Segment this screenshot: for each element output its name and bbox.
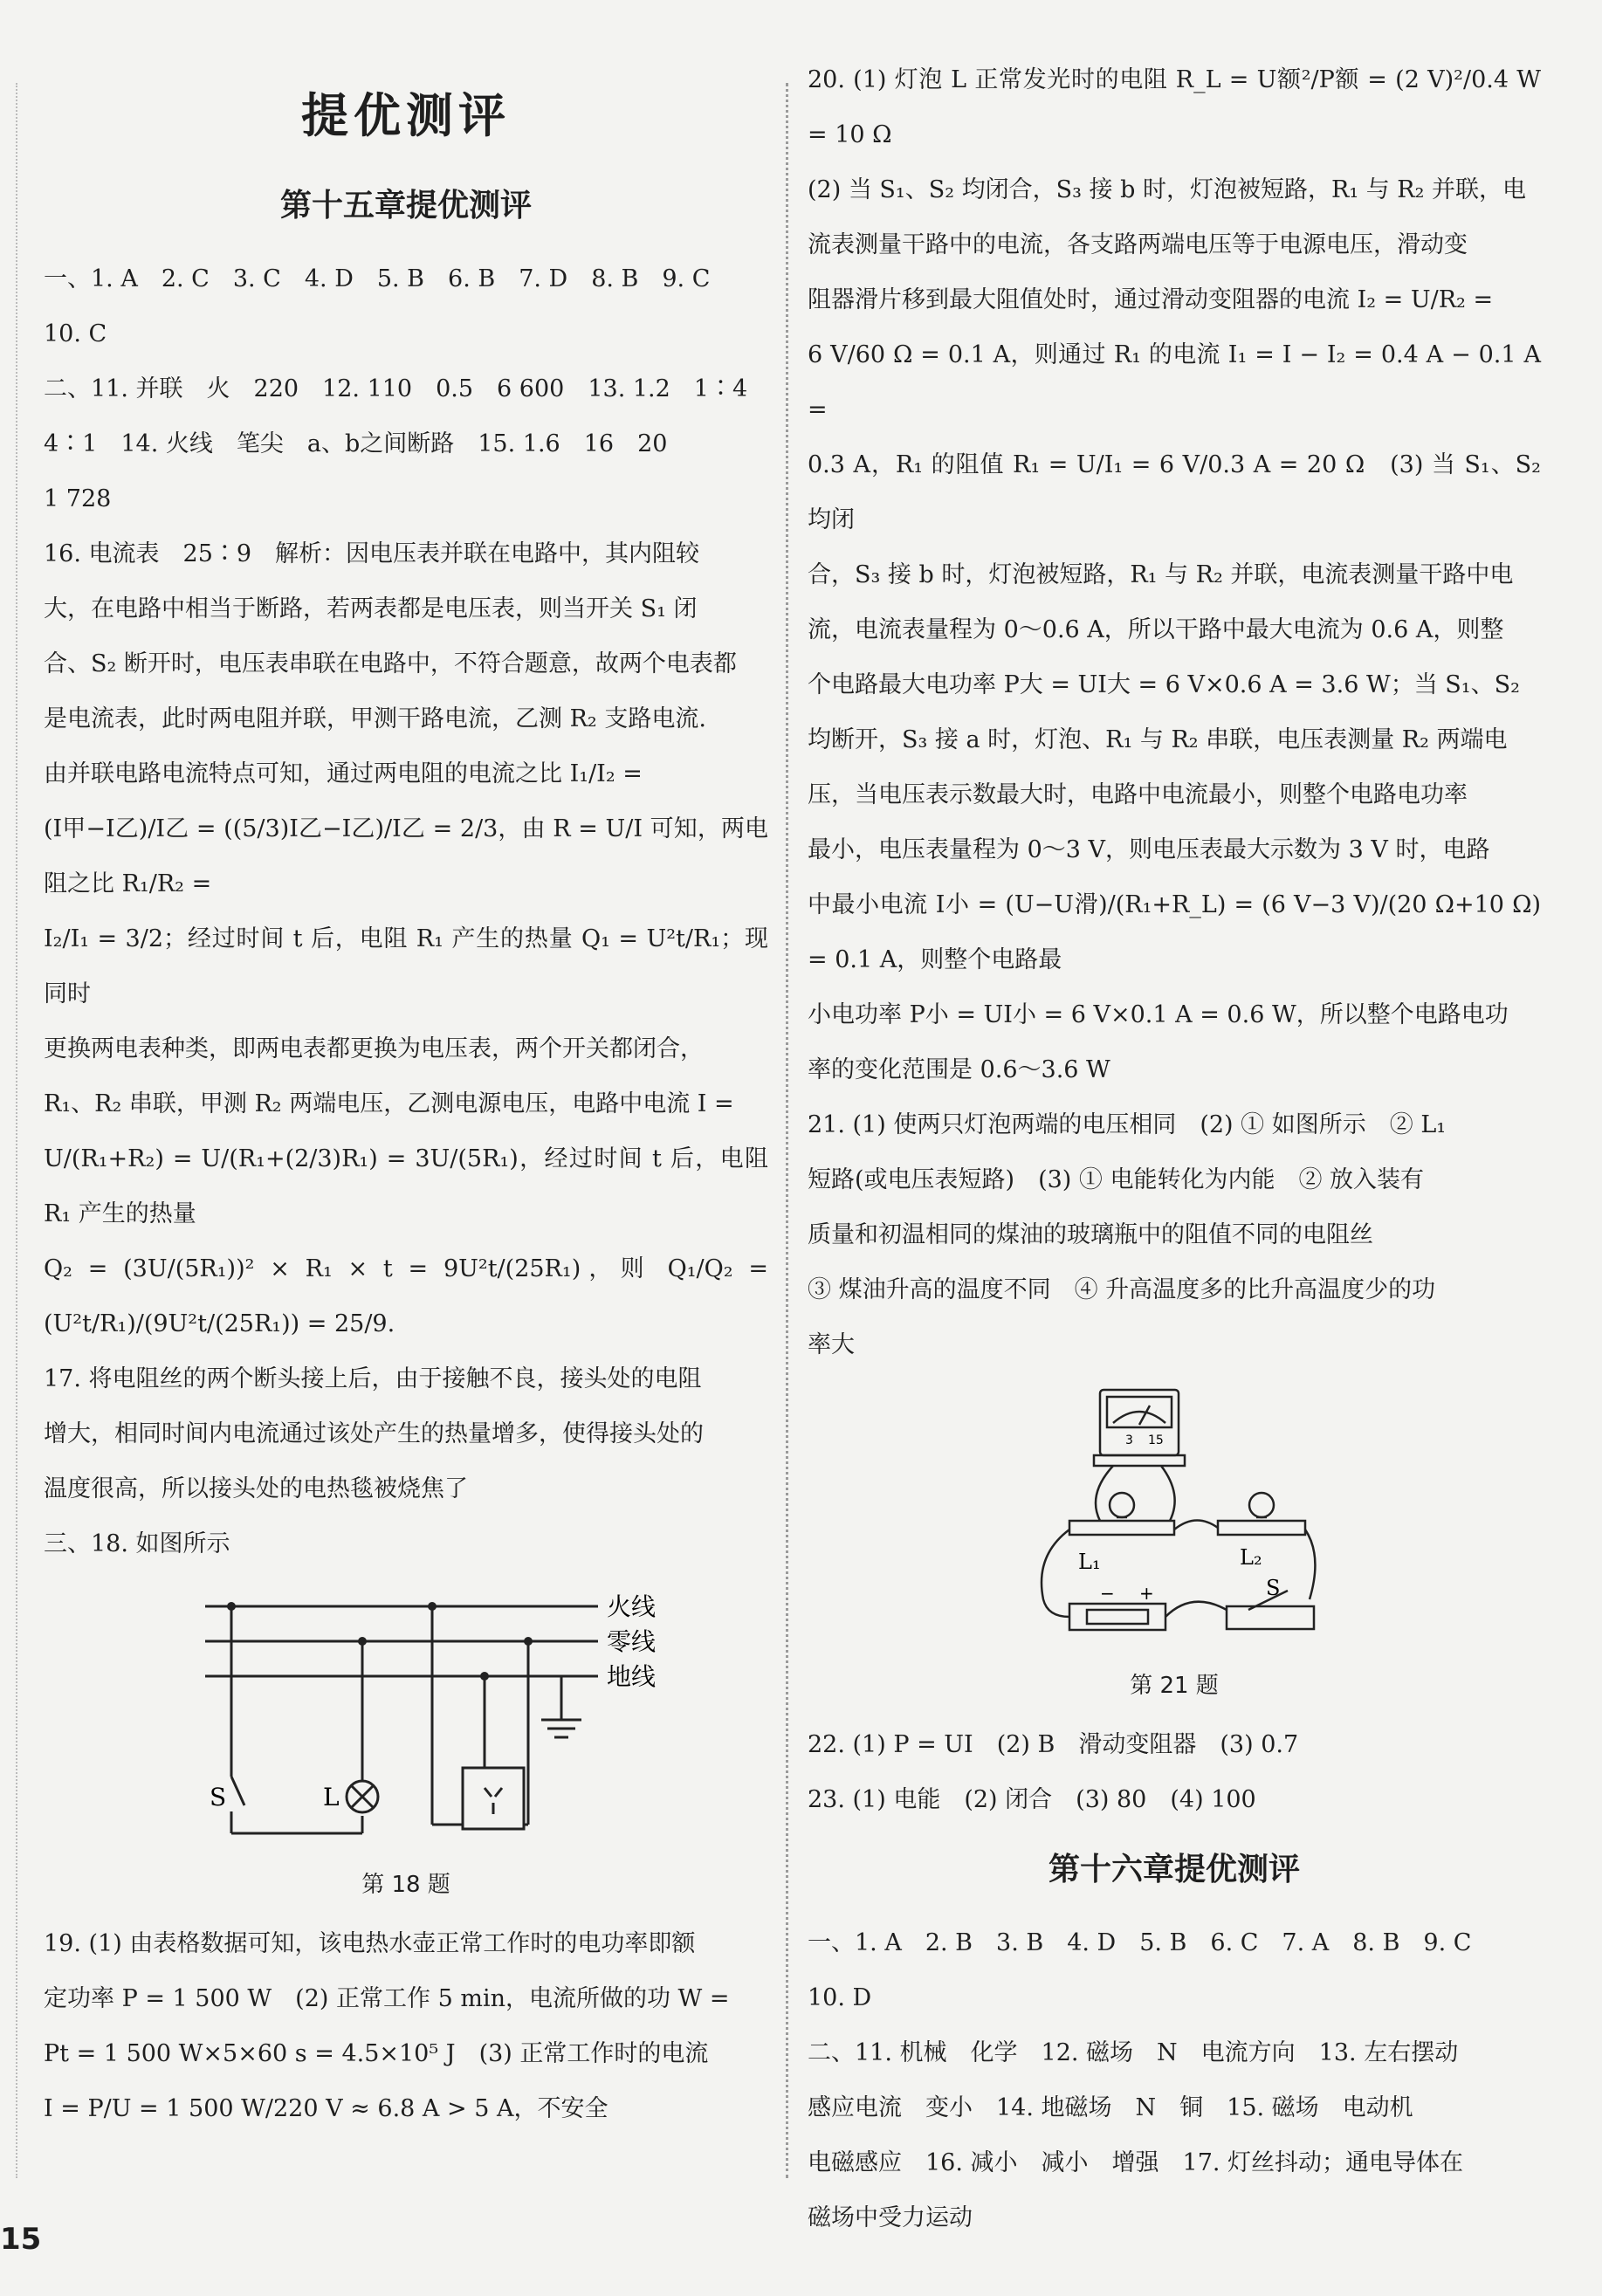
- text-line: 率大: [808, 1331, 855, 1358]
- text-line: 压，当电压表示数最大时，电路中电流最小，则整个电路电功率: [808, 781, 1468, 808]
- formula-line: 阻器滑片移到最大阻值处时，通过滑动变阻器的电流 I₂ = U/R₂ =: [808, 286, 1494, 313]
- text-line: 23. (1) 电能 (2) 闭合 (3) 80 (4) 100: [808, 1786, 1256, 1813]
- text-line: 4∶1 14. 火线 笔尖 a、b之间断路 15. 1.6 16 20: [44, 430, 668, 457]
- formula-line: 中最小电流 I小 = (U−U滑)/(R₁+R_L) = (6 V−3 V)/(20 Ω+10 Ω) = 0.1 A，则整个电路最: [808, 891, 1549, 973]
- text-line: 质量和初温相同的煤油的玻璃瓶中的阻值不同的电阻丝: [808, 1221, 1373, 1248]
- formula-line: I = P/U = 1 500 W/220 V ≈ 6.8 A > 5 A，不安全: [44, 2095, 608, 2122]
- text-line: 电磁感应 16. 减小 减小 增强 17. 灯丝抖动；通电导体在: [808, 2149, 1464, 2176]
- formula-line: 20. (1) 灯泡 L 正常发光时的电阻 R_L = U额²/P额 = (2 V)²/0.4 W = 10 Ω: [808, 66, 1549, 148]
- text-line: 二、11. 机械 化学 12. 磁场 N 电流方向 13. 左右摆动: [808, 2039, 1459, 2066]
- scale-mark: 15: [1148, 1433, 1164, 1447]
- switch-label: S: [1266, 1576, 1281, 1600]
- formula-line: I₂/I₁ = 3/2；经过时间 t 后，电阻 R₁ 产生的热量 Q₁ = U²t/R₁；现同时: [44, 925, 768, 1007]
- text-line: 均断开，S₃ 接 a 时，灯泡、R₁ 与 R₂ 串联，电压表测量 R₂ 两端电: [808, 726, 1508, 753]
- text-line: Pt = 1 500 W×5×60 s = 4.5×10⁵ J (3) 正常工作时的电流: [44, 2040, 709, 2067]
- l2-label: L₂: [1240, 1545, 1262, 1570]
- text-line: 10. D: [808, 1984, 872, 2011]
- text-line: 是电流表，此时两电阻并联，甲测干路电流，乙测 R₂ 支路电流.: [44, 705, 706, 732]
- formula-line: 0.3 A，R₁ 的阻值 R₁ = U/I₁ = 6 V/0.3 A = 20 Ω (3) 当 S₁、S₂ 均闭: [808, 451, 1549, 533]
- chapter-15-title: 第十五章提优测评: [279, 188, 532, 223]
- text-line: 合、S₂ 断开时，电压表串联在电路中，不符合题意，故两个电表都: [44, 650, 737, 677]
- right-column: [808, 52, 1549, 2245]
- text-line: 一、1. A 2. C 3. C 4. D 5. B 6. B 7. D 8. B 9. C: [44, 265, 711, 292]
- left-column: [44, 52, 776, 2136]
- text-line: 小电功率 P小 = UI小 = 6 V×0.1 A = 0.6 W，所以整个电路电功: [808, 1001, 1509, 1028]
- text-line: 17. 将电阻丝的两个断头接上后，由于接触不良，接头处的电阻: [44, 1365, 702, 1392]
- scale-mark: 3: [1125, 1433, 1133, 1447]
- figure-18: [44, 1580, 768, 1899]
- text-line: 1 728: [44, 485, 112, 512]
- text-line: 大，在电路中相当于断路，若两表都是电压表，则当开关 S₁ 闭: [44, 595, 698, 622]
- text-line: 定功率 P = 1 500 W (2) 正常工作 5 min，电流所做的功 W =: [44, 1985, 730, 2012]
- text-line: 由并联电路电流特点可知，通过两电阻的电流之比 I₁/I₂ =: [44, 760, 643, 787]
- text-line: 21. (1) 使两只灯泡两端的电压相同 (2) ① 如图所示 ② L₁: [808, 1111, 1447, 1138]
- figure-21: [808, 1381, 1541, 1700]
- text-line: 19. (1) 由表格数据可知，该电热水壶正常工作时的电功率即额: [44, 1930, 696, 1957]
- text-line: 一、1. A 2. B 3. B 4. D 5. B 6. C 7. A 8. B 9. C: [808, 1929, 1472, 1956]
- text-line: ③ 煤油升高的温度不同 ④ 升高温度多的比升高温度少的功: [808, 1276, 1436, 1303]
- text-line: 10. C: [44, 320, 107, 347]
- live-wire-label: 火线: [607, 1592, 657, 1621]
- chapter-16-title: 第十六章提优测评: [1048, 1852, 1300, 1887]
- lamp-label: L: [323, 1783, 340, 1811]
- formula-line: 6 V/60 Ω = 0.1 A，则通过 R₁ 的电流 I₁ = I − I₂ = 0.4 A − 0.1 A =: [808, 341, 1549, 423]
- text-line: 22. (1) P = UI (2) B 滑动变阻器 (3) 0.7: [808, 1731, 1299, 1758]
- text-line: 感应电流 变小 14. 地磁场 N 铜 15. 磁场 电动机: [808, 2094, 1413, 2121]
- battery-plus-label: +: [1139, 1583, 1154, 1604]
- page-edge-line: [16, 83, 17, 2178]
- house-wiring-diagram: [144, 1580, 668, 1859]
- text-line: 二、11. 并联 火 220 12. 110 0.5 6 600 13. 1.2 1∶4: [44, 375, 748, 402]
- text-line: 最小，电压表量程为 0～3 V，则电压表最大示数为 3 V 时，电路: [808, 836, 1490, 863]
- formula-line: U/(R₁+R₂) = U/(R₁+(2/3)R₁) = 3U/(5R₁)，经过时间 t 后，电阻 R₁ 产生的热量: [44, 1145, 776, 1227]
- text-line: 16. 电流表 25∶9 解析：因电压表并联在电路中，其内阻较: [44, 540, 700, 567]
- page-number: 15: [0, 2222, 42, 2257]
- text-line: 流，电流表量程为 0～0.6 A，所以干路中最大电流为 0.6 A，则整: [808, 616, 1504, 643]
- neutral-wire-label: 零线: [607, 1627, 657, 1656]
- main-title: 提优测评: [301, 88, 511, 143]
- switch-label: S: [210, 1783, 227, 1811]
- text-line: 磁场中受力运动: [808, 2204, 973, 2231]
- text-line: 更换两电表种类，即两电表都更换为电压表，两个开关都闭合，: [44, 1035, 704, 1062]
- text-line: 个电路最大电功率 P大 = UI大 = 6 V×0.6 A = 3.6 W；当 S₁、S₂: [808, 671, 1520, 698]
- text-line: 增大，相同时间内电流通过该处产生的热量增多，使得接头处的: [44, 1420, 704, 1447]
- text-line: 三、18. 如图所示: [44, 1530, 230, 1557]
- l1-label: L₁: [1078, 1550, 1101, 1574]
- formula-line: (I甲−I乙)/I乙 = ((5/3)I乙−I乙)/I乙 = 2/3，由 R = U/I 可知，两电阻之比 R₁/R₂ =: [44, 815, 768, 897]
- text-line: (2) 当 S₁、S₂ 均闭合，S₃ 接 b 时，灯泡被短路，R₁ 与 R₂ 并联，电: [808, 176, 1527, 203]
- text-line: 率的变化范围是 0.6～3.6 W: [808, 1056, 1110, 1083]
- circuit-apparatus-drawing: [1017, 1381, 1331, 1660]
- figure-18-caption: 第 18 题: [361, 1872, 450, 1898]
- battery-minus-label: −: [1100, 1583, 1115, 1604]
- text-line: 短路(或电压表短路) (3) ① 电能转化为内能 ② 放入装有: [808, 1166, 1425, 1193]
- text-line: 流表测量干路中的电流，各支路两端电压等于电源电压，滑动变: [808, 231, 1468, 258]
- text-line: 温度很高，所以接头处的电热毯被烧焦了: [44, 1475, 468, 1502]
- text-line: 合，S₃ 接 b 时，灯泡被短路，R₁ 与 R₂ 并联，电流表测量干路中电: [808, 561, 1514, 588]
- text-line: R₁、R₂ 串联，甲测 R₂ 两端电压，乙测电源电压，电路中电流 I =: [44, 1090, 734, 1117]
- formula-line: Q₂ = (3U/(5R₁))² × R₁ × t = 9U²t/(25R₁)，则 Q₁/Q₂ = (U²t/R₁)/(9U²t/(25R₁)) = 25/9.: [44, 1255, 776, 1337]
- column-divider: [786, 83, 788, 2178]
- figure-21-caption: 第 21 题: [1130, 1673, 1219, 1699]
- ground-wire-label: 地线: [607, 1662, 657, 1691]
